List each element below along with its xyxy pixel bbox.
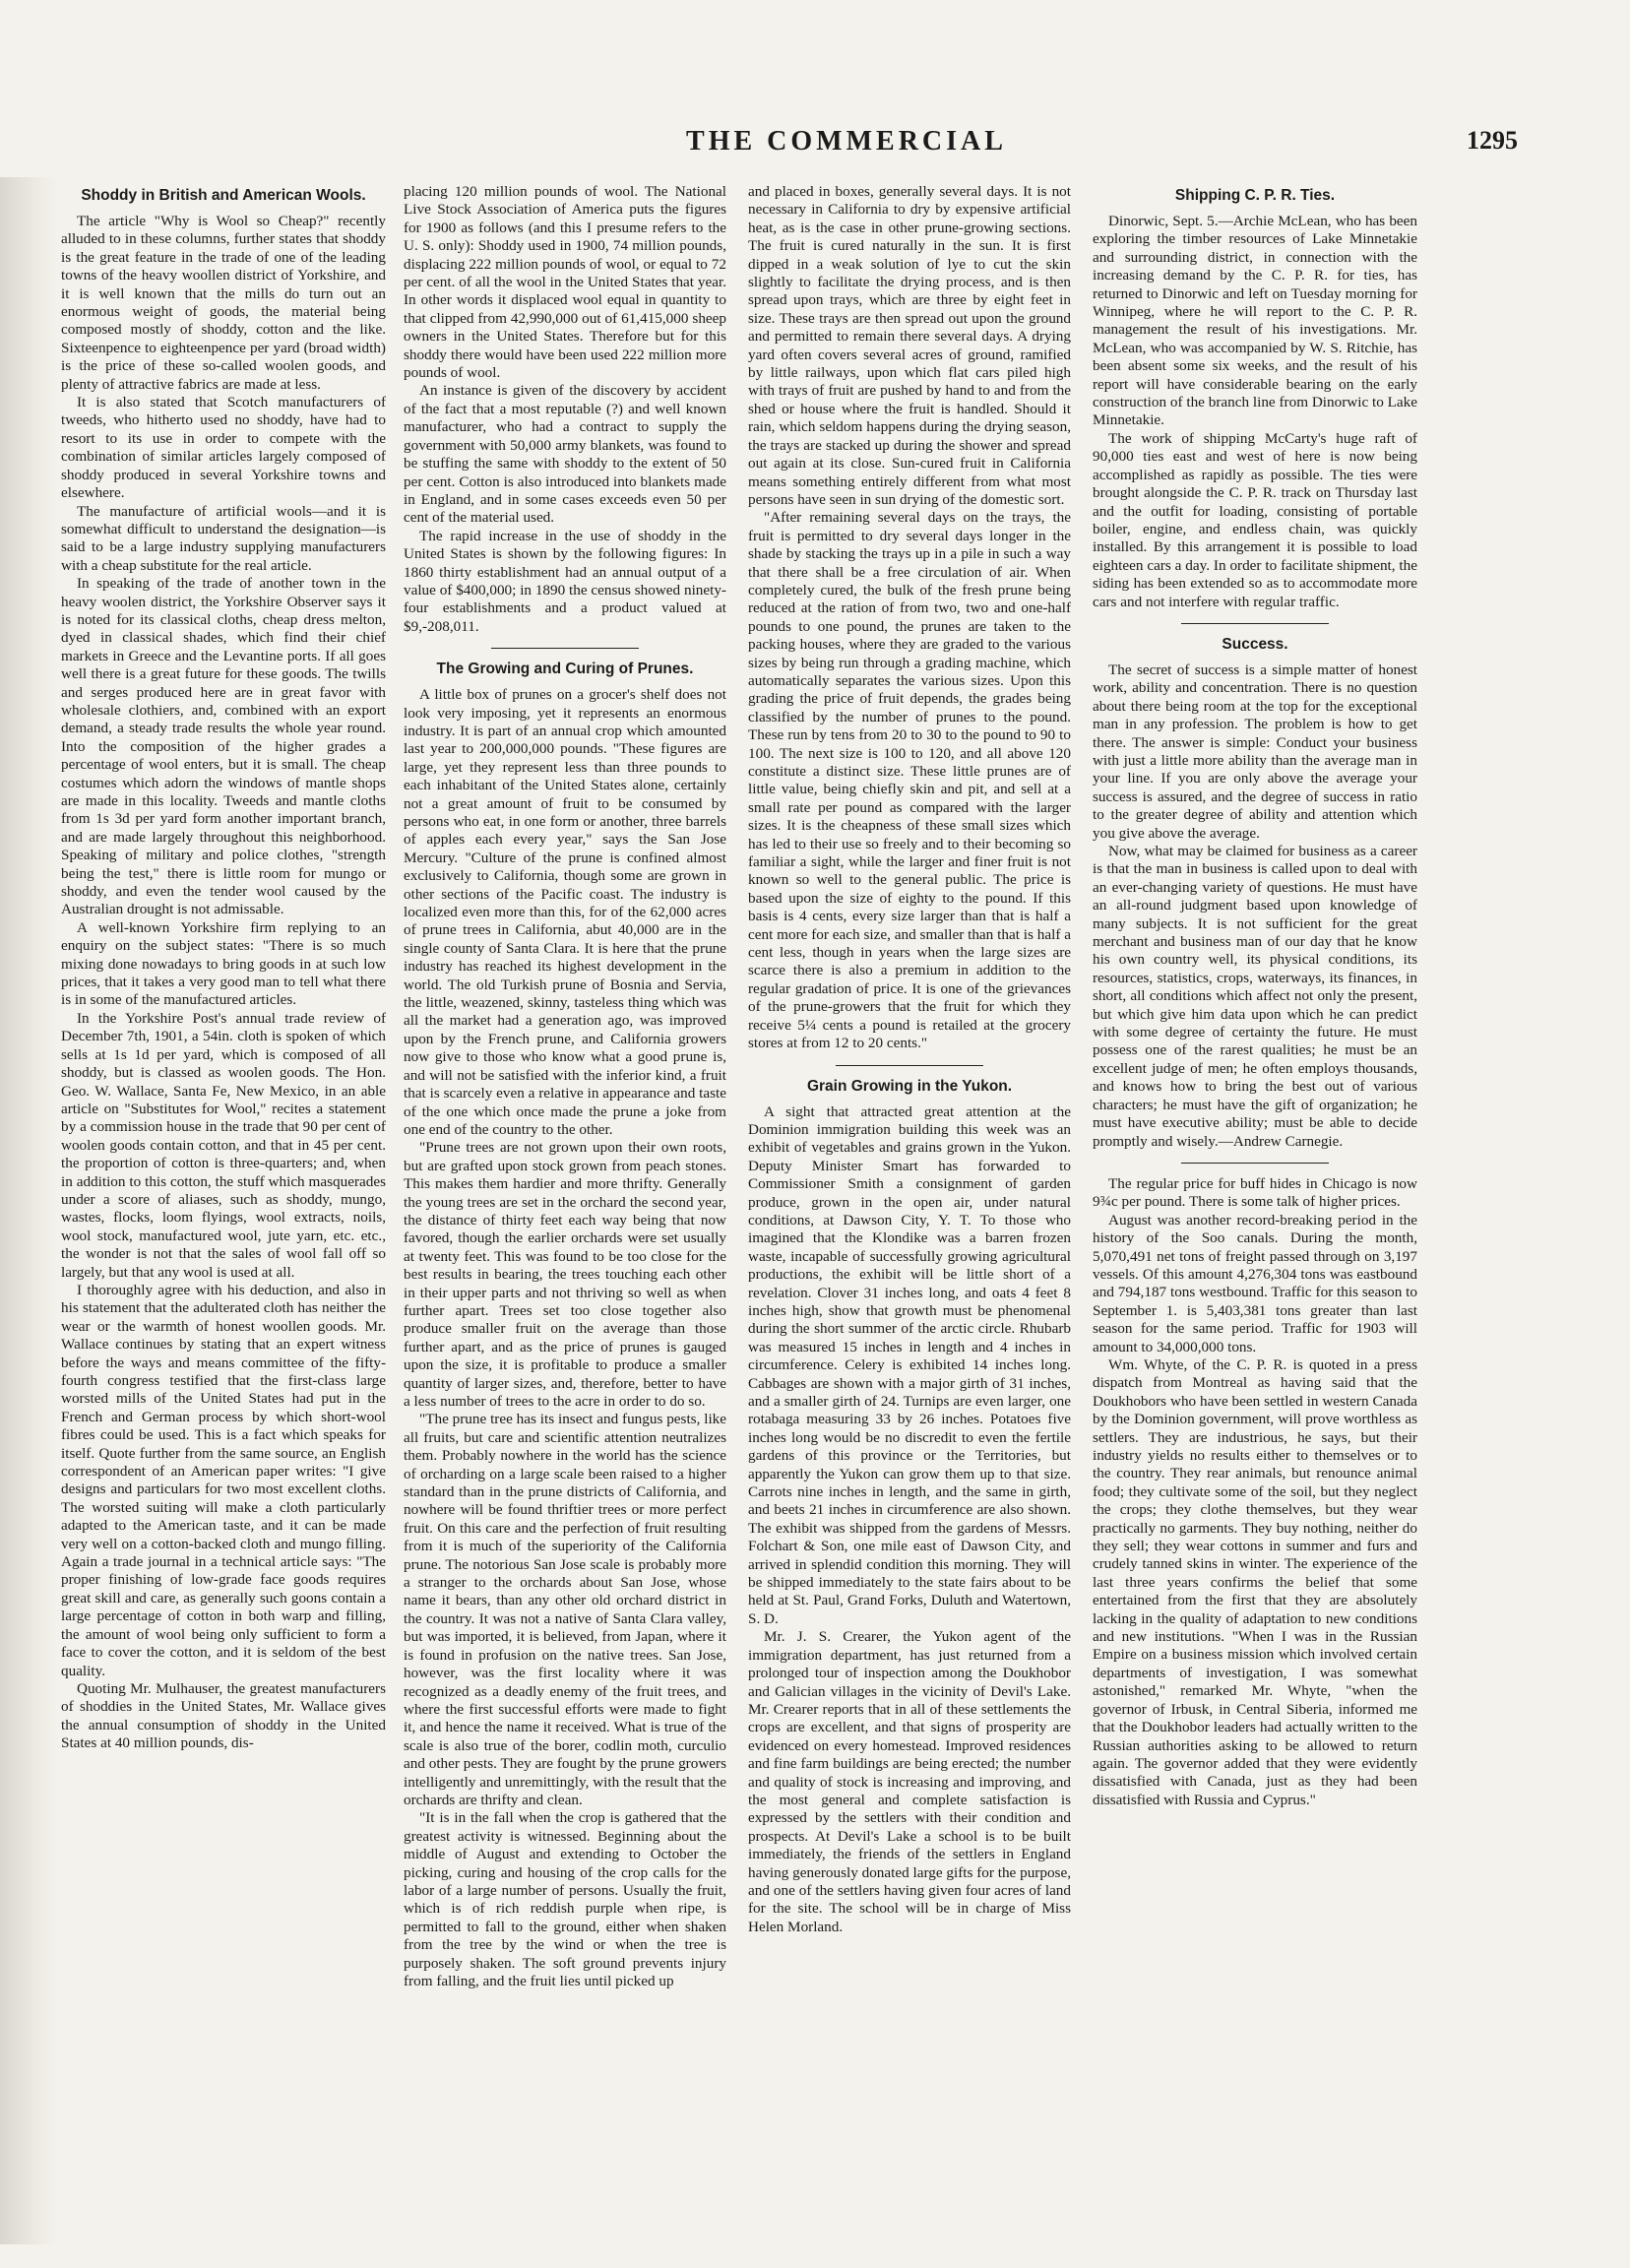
news-item-hides: The regular price for buff hides in Chicago is now 9¾c per pound. There is some talk of higher prices. (1093, 1174, 1417, 1211)
paragraph: It is also stated that Scotch manufacturers of tweeds, who hitherto used no shoddy, have had to resort to its use in order to compete with the combination of similar articles largely composed of shoddy produced in several Yorkshire towns and elsewhere. (61, 394, 386, 502)
paragraph: The manufacture of artificial wools—and it is somewhat difficult to understand the designation—is said to be a large industry supplying manufacturers with a cheap substitute for the real article. (61, 502, 386, 574)
paragraph: placing 120 million pounds of wool. The National Live Stock Association of America puts the figures for 1900 as follows (and this I presume refers to the U. S. only): Shoddy used in 1900, 74 million pounds, displacing 222 million pounds of wool, or equal to 72 per cent. of all the wool in the United States that year. In other words it displaced wool equal in quantity to that clipped from 42,990,000 out of 61,415,000 sheep owners in the United States. Therefore but for this shoddy there would have been used 222 million more pounds of wool. (404, 183, 726, 382)
article-heading-shoddy: Shoddy in British and American Wools. (81, 187, 366, 204)
paragraph: and placed in boxes, generally several days. It is not necessary in California to dry by expensive artificial heat, as is the case in other prune-growing sections. The fruit is cured naturally in the sun. It is first dipped in a weak solution of lye to cut the skin slightly to facilitate the drying process, and is then spread upon trays, which are three by eight feet in size. These trays are then spread out upon the ground and permitted to remain there several days. A drying yard often covers several acres of ground, ramified by little railways, upon which flat cars piled high with trays of fruit are pushed by hand to and from the shed or house where the fruit is handled. Should it rain, which seldom happens during the drying season, the trays are stacked up during the shower and spread out again at its close. Sun-cured fruit in California means something entirely different from what most persons have seen in sun drying of the domestic sort. (748, 183, 1071, 508)
article-heading-prunes: The Growing and Curing of Prunes. (436, 661, 694, 678)
news-item-soo-canals: August was another record-breaking period in the history of the Soo canals. During the month, 5,070,491 net tons of freight passed through on 3,197 vessels. Of this amount 4,276,304 tons was eastbound and 794,187 tons westbound. Traffic for this season to September 1. is 5,403,381 tons greater than last season for the same period. Traffic for 1903 will amount to 34,000,000 tons. (1093, 1211, 1417, 1355)
paragraph: The article "Why is Wool so Cheap?" recently alluded to in these columns, further states that shoddy is the great feature in the trade of one of the leading towns of the heavy woollen district of Yorkshire, and it is well known that the mills do turn out an enormous weight of goods, the material being composed mostly of shoddy, cotton and the like. Sixteenpence to eighteenpence per yard (broad width) is the price of these so-called woolen goods, and plenty of attractive fabrics are made at less. (61, 213, 386, 393)
paragraph: The rapid increase in the use of shoddy in the United States is shown by the following figures: In 1860 thirty establishment had an annual output of a value of $400,000; in 1890 the census showed ninety-four establishments and a product valued at $9,-208,011. (404, 527, 726, 635)
paragraph: I thoroughly agree with his deduction, and also in his statement that the adulterated cloth has neither the wear or the warmth of honest woollen goods. Mr. Wallace continues by stating that an expert witness before the ways and means committee of the fifty-fourth congress testified that the first-class large worsted mills of the United States had put in the French and German process by which short-wool fibres could be used. This is a fact which speaks for itself. Quote further from the same source, an English correspondent of an American paper writes: "I give designs and particulars for two most excellent cloths. The worsted suiting will make a cloth particularly adapted to the American taste, and it can be made very well on a cotton-backed cloth and mungo filling. Again a trade journal in a technical article says: "The proper finishing of low-grade face goods requires great skill and care, as generally such goons contain a large percentage of cotton in both warp and filling, the amount of wool being only sufficient to form a face to cover the cotton, and it is seldom of the best quality. (61, 1281, 386, 1679)
paragraph: "Prune trees are not grown upon their own roots, but are grafted upon stock grown from peach stones. This makes them hardier and more thrifty. Generally the young trees are set in the orchard the second year, the distance of thirty feet each way being that now favored, though the earlier orchards were set usually at twenty feet. This was found to be too close for the best results in bearing, the trees touching each other in their upper parts and not thriving so well as when further apart. Trees set too close together also produce smaller fruit on the average than those further apart, and as the price of prunes is gauged upon the size, it is profitable to produce a smaller quantity of larger sizes, and, therefore, better to have a less number of trees to the acre in order to do so. (404, 1139, 726, 1410)
paragraph: Quoting Mr. Mulhauser, the greatest manufacturers of shoddies in the United States, Mr. Wallace gives the annual consumption of shoddy in the United States at 40 million pounds, dis- (61, 1679, 386, 1752)
paragraph: In the Yorkshire Post's annual trade review of December 7th, 1901, a 54in. cloth is spoken of which sells at 1s 1d per yard, which is composed of all shoddy, but is classed as woolen goods. The Hon. Geo. W. Wallace, Santa Fe, New Mexico, in an able article on "Substitutes for Wool," recites a statement by a commission house in the trade that 90 per cent of woolen goods contain cotton, and that in 45 per cent. the proportion of cotton is three-quarters; and, when in addition to this cotton, the stuff which masquerades under a score of aliases, such as shoddy, mungo, wastes, flocks, loom flyings, wool extracts, noils, wool stock, manufactured wool, jute yarn, etc. etc., the wonder is not that the sales of wool fall off so largely, but that any wool is used at all. (61, 1009, 386, 1281)
column-3 (748, 183, 1071, 2240)
column-2 (404, 183, 726, 2240)
paragraph: A well-known Yorkshire firm replying to an enquiry on the subject states: "There is so much mixing done nowadays to bring goods in at such low prices, that it takes a very good man to tell what there is in some of the manufactured articles. (61, 918, 386, 1009)
paragraph: Now, what may be claimed for business as a career is that the man in business is called upon to deal with an ever-changing variety of questions. He must have an all-round judgment based upon knowledge of many subjects. It is not sufficient for the great merchant and business man of our day that he know his own country well, its physical conditions, its resources, statistics, crops, waterways, its finances, in short, all conditions which affect not only the present, but which give him data upon which he can predict with some degree of certainty the future. He must possess one of the rarest qualities; he must be an excellent judge of men; he often employs thousands, and knows how to bring the best out of various characters; he must have the gift of organization; he must have executive ability; must be able to decide promptly and wisely.—Andrew Carnegie. (1093, 843, 1417, 1150)
paragraph: The work of shipping McCarty's huge raft of 90,000 ties east and west of here is now being accomplished as rapidly as possible. The ties were brought alongside the C. P. R. track on Thursday last and the outfit for loading, consisting of portable boiler, engine, and endless chain, was quickly installed. By this arrangement it is possible to load eighteen cars a day. In order to facilitate shipment, the siding has been extended so as to accommodate more cars and not interfere with regular traffic. (1093, 429, 1417, 610)
binding-gutter (0, 177, 57, 2244)
article-heading-cpr-ties: Shipping C. P. R. Ties. (1174, 187, 1336, 204)
paragraph: A little box of prunes on a grocer's shelf does not look very imposing, yet it represents an enormous industry. It is part of an annual crop which amounted last year to 200,000,000 pounds. "These figures are large, yet they represent less than three pounds to each inhabitant of the United States alone, certainly not a great amount of fruit to be consumed by persons who eat, in one form or another, three barrels of apples each every year," says the San Jose Mercury. "Culture of the prune is confined almost exclusively to California, though some are grown in other sections of the Pacific coast. The industry is localized even more than this, for of the 62,000 acres of prune trees in California, abut 40,000 are in the single county of Santa Clara. It is here that the prune industry has reached its highest development in the world. The old Turkish prune of Bosnia and Servia, the little, weazened, skinny, tasteless thing which was all the market had a generation ago, was improved upon by the French prune, and California growers now give to those who know what a good prune is, and will not be satisfied with the inferior kind, a fruit that is scarcely even a relative in appearance and taste of the one which once made the prune a joke from one end of the country to the other. (404, 686, 726, 1138)
running-head: THE COMMERCIAL (686, 126, 1007, 157)
paragraph: "The prune tree has its insect and fungus pests, like all fruits, but care and scientific attention neutralizes them. Probably nowhere in the world has the science of orcharding on a large scale been raised to a higher standard than in the prune districts of California, and nowhere will be found thriftier trees or more perfect fruit. On this care and the perfection of fruit resulting from it is much of the superiority of the California prune. The notorious San Jose scale is probably more a stranger to the orchards about San Jose, whose name it bears, than any other old orchard district in the country. It was not a native of Santa Clara valley, but was imported, it is believed, from Japan, where it is found in profusion on the native trees. San Jose, however, was the first locality where it was recognized as a deadly enemy of the fruit trees, and where the first successful efforts were made to fight it, and hence the name it received. What is true of the scale is also true of the borer, codlin moth, curculio and other pests. They are fought by the prune growers intelligently and unremittingly, with the result that the orchards are thrifty and clean. (404, 1411, 726, 1808)
paragraph: A sight that attracted great attention at the Dominion immigration building this week was an exhibit of vegetables and grains grown in the Yukon. Deputy Minister Smart has forwarded to Commissioner Smith a consignment of garden produce, grown in the open air, under natural conditions, at Dawson City, Y. T. To those who imagined that the Klondike was a barren frozen waste, incapable of successfully growing agricultural productions, the exhibit will be little short of a revelation. Clover 31 inches long, and oats 4 feet 8 inches high, show that growth must be phenomenal during the short summer of the arctic circle. Rhubarb was measured 15 inches in length and 4 inches in circumference. Celery is exhibited 14 inches long. Cabbages are shown with a major girth of 31 inches, and a smaller girth of 24. Turnips are even larger, one rotabaga measuring 33 by 26 inches. Potatoes five inches long would be no discredit to even the fertile gardens of this province or the Territories, but apparently the Yukon can grow them up to that size. Carrots nine inches in length, and the same in girth, and beets 21 inches in circumference are also shown. The exhibit was shipped from the gardens of Messrs. Folchart & Son, one mile east of Dawson City, and arrived in splendid condition this morning. They will be shipped immediately to the state fairs about to be held at St. Paul, Grand Forks, Duluth and Watertown, S. D. (748, 1102, 1071, 1627)
page-number: 1295 (1467, 126, 1518, 155)
article-heading-success: Success. (1222, 635, 1288, 653)
section-divider (1181, 1163, 1329, 1164)
paragraph: Dinorwic, Sept. 5.—Archie McLean, who has been exploring the timber resources of Lake Minnetakie and surrounding district, in connection with the increasing demand by the C. P. R. for ties, has returned to Dinorwic and left on Tuesday morning for Winnipeg, where he will report to the C. P. R. management the result of his investigations. Mr. McLean, who was accompanied by W. S. Ritchie, has been absent some six weeks, and the result of his report will have considerable bearing on the early construction of the branch line from Dinorwic to Lake Minnetakie. (1093, 213, 1417, 429)
article-heading-yukon: Grain Growing in the Yukon. (806, 1077, 1013, 1095)
paragraph: An instance is given of the discovery by accident of the fact that a most reputable (?) and well known manufacturer, who had a contract to supply the government with 50,000 army blankets, was found to be stuffing the same with shoddy to the extent of 50 per cent. Cotton is also introduced into blankets made in England, and in some cases exceeds even 50 per cent of the material used. (404, 382, 726, 527)
news-item-doukhobors: Wm. Whyte, of the C. P. R. is quoted in a press dispatch from Montreal as having said that the Doukhobors who have been settled in western Canada by the Dominion government, will prove worthless as settlers. They are industrious, he says, but their industry yields no results either to themselves or to the country. They rear animals, but renounce animal food; they cultivate some of the soil, but they neglect the crops; they clothe themselves, but they wear practically no garments. They buy nothing, neither do they sell; they wear cottons in summer and furs and crudely tanned skins in winter. The experience of the last three years confirms the belief that some entertained from the first that they are absolutely lacking in the quality of adaptation to new conditions and new institutions. "When I was in the Russian Empire on a business mission which involved certain departments of investigation, I was somewhat astonished," remarked Mr. Whyte, "when the governor of Irbusk, in Central Siberia, informed me that the Doukhobor leaders had actually written to the Russian authorities asking to be allowed to return again. The governor added that they were evidently dissatisfied with Canada, just as they had been dissatisfied with Russia and Cyprus." (1093, 1355, 1417, 1808)
paragraph: The secret of success is a simple matter of honest work, ability and concentration. There is no question about there being room at the top for the exceptional man in any profession. The problem is how to get there. The answer is simple: Conduct your business with just a little more ability than the average man in your line. If you are only above the average your success is assured, and the degree of success in ratio to the greater degree of ability and attention which you give above the average. (1093, 661, 1417, 842)
paragraph: In speaking of the trade of another town in the heavy woolen district, the Yorkshire Observer says it is noted for its classical cloths, cheap dress melton, dyed in classical shades, which find their chief markets in Greece and the Levantine ports. If all goes well there is a great future for these goods. The twills and serges produced here are in great favor with wholesale clothiers, and, combined with an export demand, a steady trade results the whole year round. Into the composition of the higher grades a percentage of wool enters, but it is small. The cheap costumes which adorn the windows of mantle shops are made in this locality. Tweeds and mantle cloths from 1s 3d per yard form another important branch, and are made largely throughout this neighborhood. Speaking of military and police clothes, "strength being the test," there is little room for mungo or shoddy, and even the tender wool caused by the Australian drought is not admissable. (61, 575, 386, 918)
section-divider (491, 648, 639, 649)
paragraph: Mr. J. S. Crearer, the Yukon agent of the immigration department, has just returned from a prolonged tour of inspection among the Doukhobor and Galician villages in the vicinity of Devil's Lake. Mr. Crearer reports that in all of these settlements the crops are excellent, and that signs of prosperity are evidenced on every homestead. Improved residences and fine farm buildings are being erected; the number and quality of stock is increasing and improving, and the most general and complete satisfaction is expressed by the settlers with their condition and prospects. At Devil's Lake a school is to be built immediately, the friends of the settlers in England having generously donated large gifts for the purpose, and one of the settlers having given four acres of land for the site. The school will be in charge of Miss Helen Morland. (748, 1628, 1071, 1935)
column-1 (61, 183, 386, 2240)
section-divider (836, 1065, 983, 1066)
section-divider (1181, 623, 1329, 624)
column-4 (1093, 183, 1417, 2240)
paragraph: "After remaining several days on the trays, the fruit is permitted to dry several days longer in the shade by stacking the trays up in a pile in such a way that there shall be a free circulation of air. When completely cured, the bulk of the fresh prune being reduced at the ration of from two, two and one-half pounds to one pound, the prunes are taken to the packing houses, where they are graded to the various sizes by being run through a grading machine, which automatically separates the various sizes. Upon this grading the price of fruit depends, the grades being classified by the number of prunes to the pound. These run by tens from 20 to 30 to the pound to 90 to 100. The next size is 100 to 120, and all above 120 constitute a distinct size. These little prunes are of little value, being chiefly skin and pit, and sell at a small rate per pound as compared with the larger sizes. It is the cheapness of these small sizes which has led to their use so freely and to their becoming so familiar a sight, while the larger and finer fruit is not known so well to the general public. The price is based upon the size of eighty to the pound. If this basis is 4 cents, every size larger than that is half a cent more for each size, and smaller than that is half a cent less, though in years when the large sizes are scarce there is also a premium in addition to the regular gradation of price. It is one of the grievances of the prune-growers that the fruit for which they receive 5¼ cents a pound is retailed at the grocery stores at from 12 to 20 cents." (748, 509, 1071, 1052)
paragraph: "It is in the fall when the crop is gathered that the greatest activity is witnessed. Beginning about the middle of August and extending to October the picking, curing and housing of the crop calls for the labor of a large number of persons. Usually the fruit, which is of rich reddish purple when ripe, is permitted to fall to the ground, either when shaken from the tree by the wind or when the tree is purposely shaken. The soft ground prevents injury from falling, and the fruit lies until picked up (404, 1809, 726, 1989)
